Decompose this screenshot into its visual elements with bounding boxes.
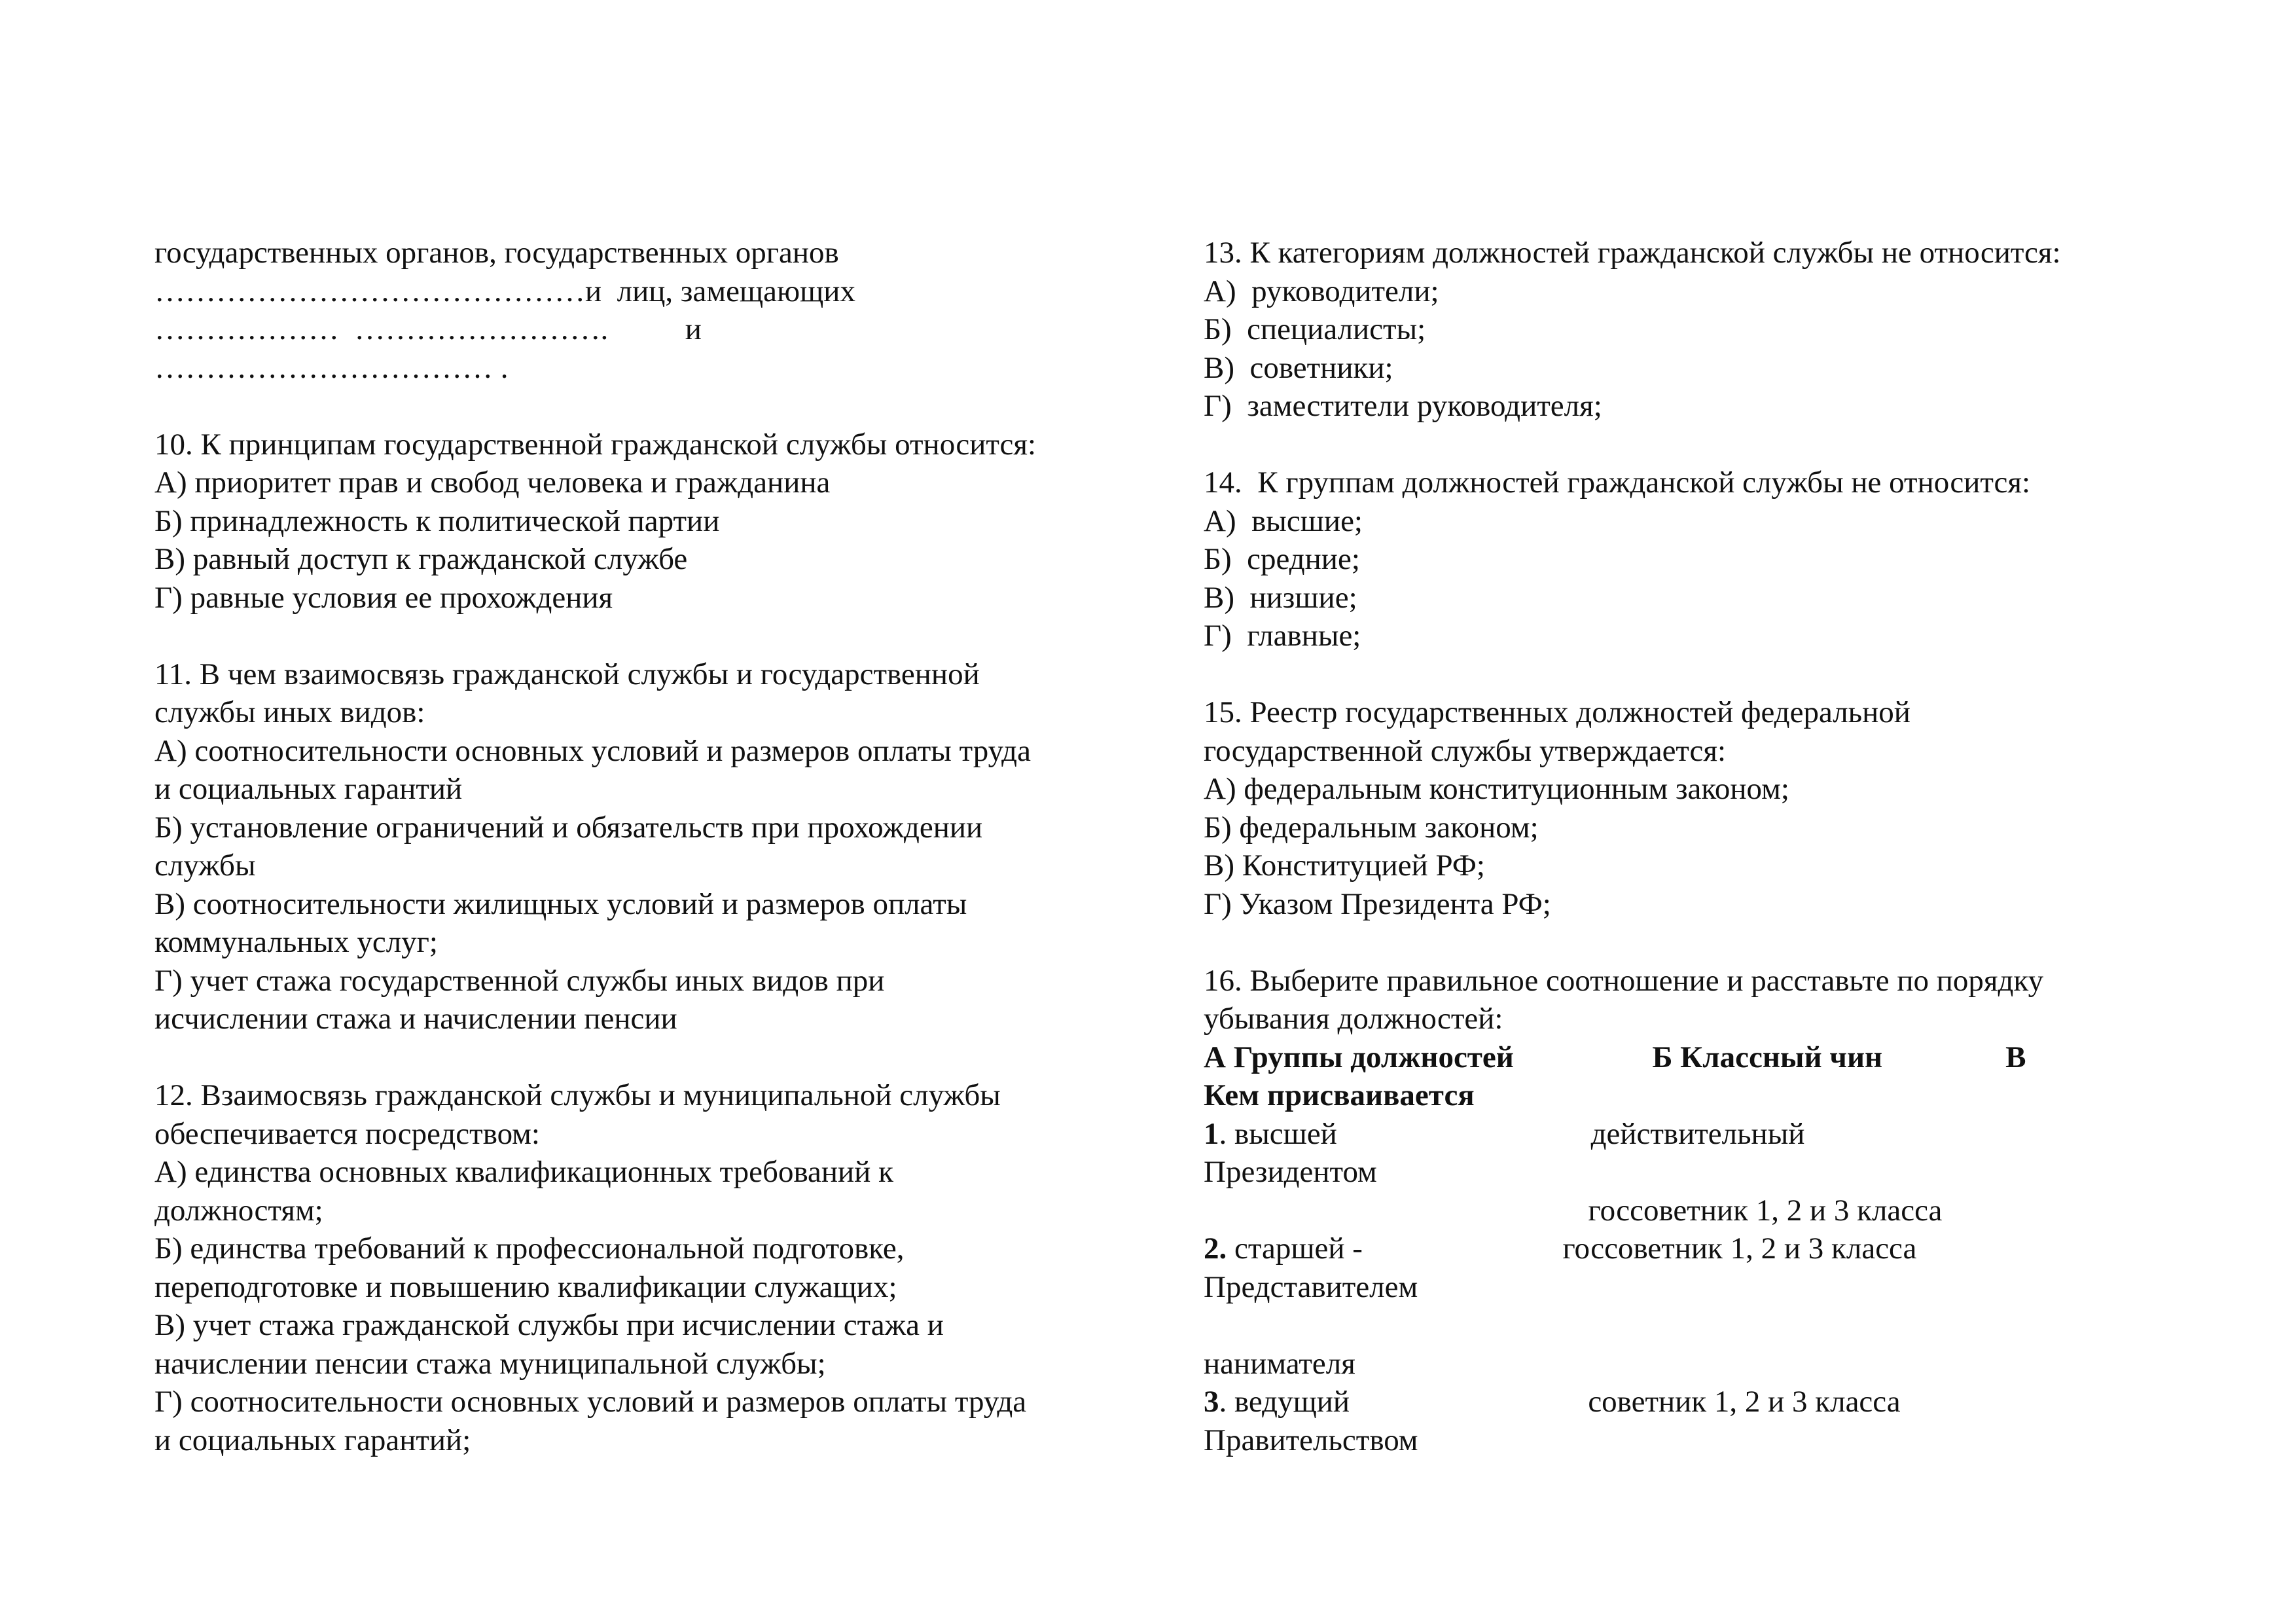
- answer-option: Б) установление ограничений и обязательств при прохождении: [154, 810, 983, 845]
- table-row: [1204, 1230, 2172, 1268]
- answer-option: А) единства основных квалификационных требований к: [154, 1155, 893, 1189]
- answer-option: Г) заместители руководителя;: [1204, 389, 1602, 423]
- text-line: …………………………… .: [154, 350, 509, 385]
- question-text: 14. К группам должностей гражданской службы не относится:: [1204, 465, 2031, 500]
- answer-option: Б) специалисты;: [1204, 312, 1426, 346]
- question-text: убывания должностей:: [1204, 1002, 1503, 1036]
- spacer: [154, 387, 1123, 426]
- table-row: Президентом: [1204, 1155, 1377, 1189]
- answer-option: А) приоритет прав и свобод человека и гражданина: [154, 465, 831, 500]
- question-text: 11. В чем взаимосвязь гражданской службы и государственной: [154, 657, 980, 691]
- answer-option: и социальных гарантий: [154, 772, 463, 806]
- left-column: [154, 234, 1123, 1459]
- row-text: . ведущий советник 1, 2 и 3 класса: [1219, 1385, 1901, 1419]
- answer-option: Б) единства требований к профессиональной подготовке,: [154, 1231, 905, 1266]
- question-text: 10. К принципам государственной гражданской службы относится:: [154, 427, 1037, 462]
- table-row: Представителем: [1204, 1269, 1418, 1304]
- row-text: . высшей действительный: [1219, 1116, 1805, 1151]
- table-row: [1204, 1115, 2172, 1154]
- table-row: [1204, 1306, 2172, 1345]
- answer-option: начислении пенсии стажа муниципальной службы;: [154, 1346, 826, 1381]
- table-row: Правительством: [1204, 1423, 1418, 1457]
- row-number: 2.: [1204, 1231, 1227, 1266]
- spacer: [1204, 655, 2172, 694]
- answer-option: службы: [154, 848, 256, 883]
- table-header: Кем присваивается: [1204, 1078, 1475, 1112]
- question-text: службы иных видов:: [154, 695, 425, 729]
- row-number: 1: [1204, 1116, 1219, 1151]
- question-10: [154, 426, 1123, 617]
- answer-option: Г) равные условия ее прохождения: [154, 580, 613, 615]
- answer-option: Г) Указом Президента РФ;: [1204, 886, 1551, 921]
- answer-option: В) равный доступ к гражданской службе: [154, 542, 688, 576]
- text-line: ……………… ……………………. и: [154, 312, 702, 346]
- answer-option: Б) средние;: [1204, 542, 1360, 576]
- answer-option: исчислении стажа и начислении пенсии: [154, 1002, 677, 1036]
- question-15: [1204, 693, 2172, 923]
- answer-option: коммунальных услуг;: [154, 925, 438, 959]
- question-13: [1204, 234, 2172, 426]
- answer-option: Б) принадлежность к политической партии: [154, 503, 720, 538]
- question-text: 13. К категориям должностей гражданской службы не относится:: [1204, 236, 2061, 270]
- question-text: 16. Выберите правильное соотношение и расставьте по порядку: [1204, 963, 2044, 998]
- answer-option: Б) федеральным законом;: [1204, 810, 1539, 845]
- question-14: [1204, 464, 2172, 655]
- answer-option: Г) соотносительности основных условий и размеров оплаты труда: [154, 1385, 1027, 1419]
- table-row: [1204, 1383, 2172, 1421]
- answer-option: переподготовке и повышению квалификации служащих;: [154, 1269, 897, 1304]
- answer-option: В) советники;: [1204, 350, 1393, 385]
- answer-option: А) руководители;: [1204, 274, 1439, 308]
- answer-option: В) соотносительности жилищных условий и размеров оплаты: [154, 886, 967, 921]
- spacer: [154, 617, 1123, 655]
- answer-option: А) высшие;: [1204, 503, 1363, 538]
- spacer: [154, 1038, 1123, 1077]
- question-text: обеспечивается посредством:: [154, 1116, 540, 1151]
- answer-option: Г) учет стажа государственной службы иных видов при: [154, 963, 885, 998]
- question-text: 15. Реестр государственных должностей федеральной: [1204, 695, 1910, 729]
- question-12: [154, 1076, 1123, 1459]
- table-row: нанимателя: [1204, 1346, 1355, 1381]
- question-text: 12. Взаимосвязь гражданской службы и муниципальной службы: [154, 1078, 1001, 1112]
- answer-option: Г) главные;: [1204, 619, 1361, 653]
- answer-option: и социальных гарантий;: [154, 1423, 471, 1457]
- row-text: старшей - госсоветник 1, 2 и 3 класса: [1227, 1231, 1917, 1266]
- answer-option: В) низшие;: [1204, 580, 1357, 615]
- question-16: [1204, 962, 2172, 1460]
- answer-option: А) федеральным конституционным законом;: [1204, 772, 1789, 806]
- table-header: А Группы должностей Б Классный чин В: [1204, 1040, 2026, 1074]
- answer-option: А) соотносительности основных условий и размеров оплаты труда: [154, 733, 1031, 768]
- question-text: государственной службы утверждается:: [1204, 733, 1727, 768]
- text-line: ……………………………………и лиц, замещающих: [154, 274, 855, 308]
- question-11: [154, 655, 1123, 1038]
- answer-option: В) Конституцией РФ;: [1204, 848, 1485, 883]
- answer-option: должностям;: [154, 1193, 323, 1228]
- right-column: [1204, 234, 2172, 1459]
- answer-option: В) учет стажа гражданской службы при исчислении стажа и: [154, 1308, 944, 1342]
- text-line: государственных органов, государственных органов: [154, 236, 839, 270]
- spacer: [1204, 923, 2172, 962]
- row-number: 3: [1204, 1385, 1219, 1419]
- spacer: [1204, 426, 2172, 464]
- intro-block: [154, 234, 1123, 387]
- table-row: госсоветник 1, 2 и 3 класса: [1204, 1193, 1943, 1228]
